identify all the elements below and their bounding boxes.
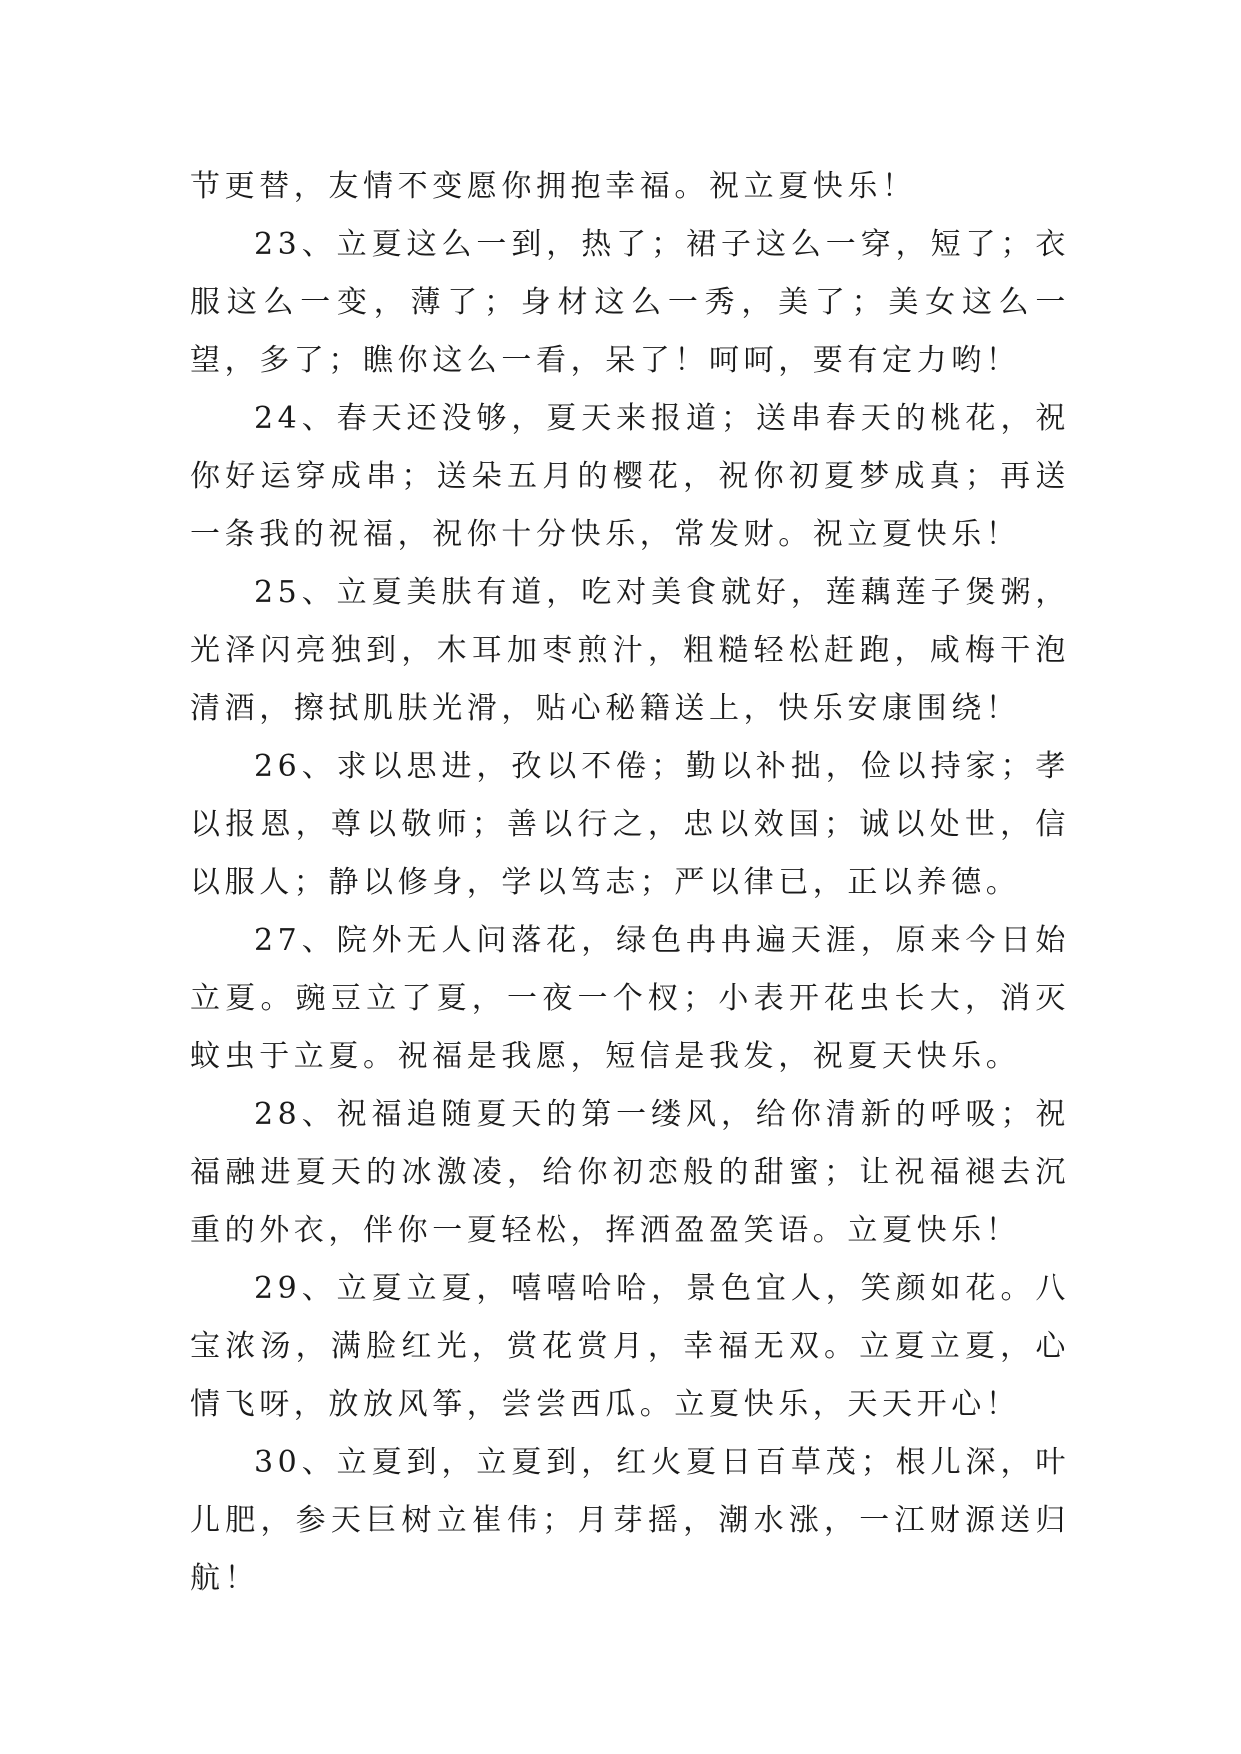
paragraph-29: 29、立夏立夏，嘻嘻哈哈，景色宜人，笑颜如花。八宝浓汤，满脸红光，赏花赏月，幸福无双。立夏立夏，心情飞呀，放放风筝，尝尝西瓜。立夏快乐，天天开心！ [190,1271,1070,1422]
paragraph-28: 28、祝福追随夏天的第一缕风，给你清新的呼吸；祝福融进夏天的冰激凌，给你初恋般的甜蜜；让祝福褪去沉重的外衣，伴你一夏轻松，挥洒盈盈笑语。立夏快乐！ [190,1097,1070,1248]
paragraph-continuation: 节更替，友情不变愿你拥抱幸福。祝立夏快乐！ [190,169,917,204]
paragraph-27: 27、院外无人问落花，绿色冉冉遍天涯，原来今日始立夏。豌豆立了夏，一夜一个杈；小表开花虫长大，消灭蚊虫于立夏。祝福是我愿，短信是我发，祝夏天快乐。 [190,923,1070,1074]
paragraph-23: 23、立夏这么一到，热了；裙子这么一穿，短了；衣服这么一变，薄了；身材这么一秀，美了；美女这么一望，多了；瞧你这么一看，呆了！呵呵，要有定力哟！ [190,227,1070,378]
paragraph-30: 30、立夏到，立夏到，红火夏日百草茂；根儿深，叶儿肥，参天巨树立崔伟；月芽摇，潮水涨，一江财源送归航！ [190,1445,1070,1596]
paragraph-25: 25、立夏美肤有道，吃对美食就好，莲藕莲子煲粥，光泽闪亮独到，木耳加枣煎汁，粗糙轻松赶跑，咸梅干泡清酒，擦拭肌肤光滑，贴心秘籍送上，快乐安康围绕！ [190,575,1070,726]
paragraph-26: 26、求以思进，孜以不倦；勤以补拙，俭以持家；孝以报恩，尊以敬师；善以行之，忠以效国；诚以处世，信以服人；静以修身，学以笃志；严以律已，正以养德。 [190,749,1070,900]
document-body [190,158,1070,1608]
paragraph-24: 24、春天还没够，夏天来报道；送串春天的桃花，祝你好运穿成串；送朵五月的樱花，祝你初夏梦成真；再送一条我的祝福，祝你十分快乐，常发财。祝立夏快乐！ [190,401,1070,552]
